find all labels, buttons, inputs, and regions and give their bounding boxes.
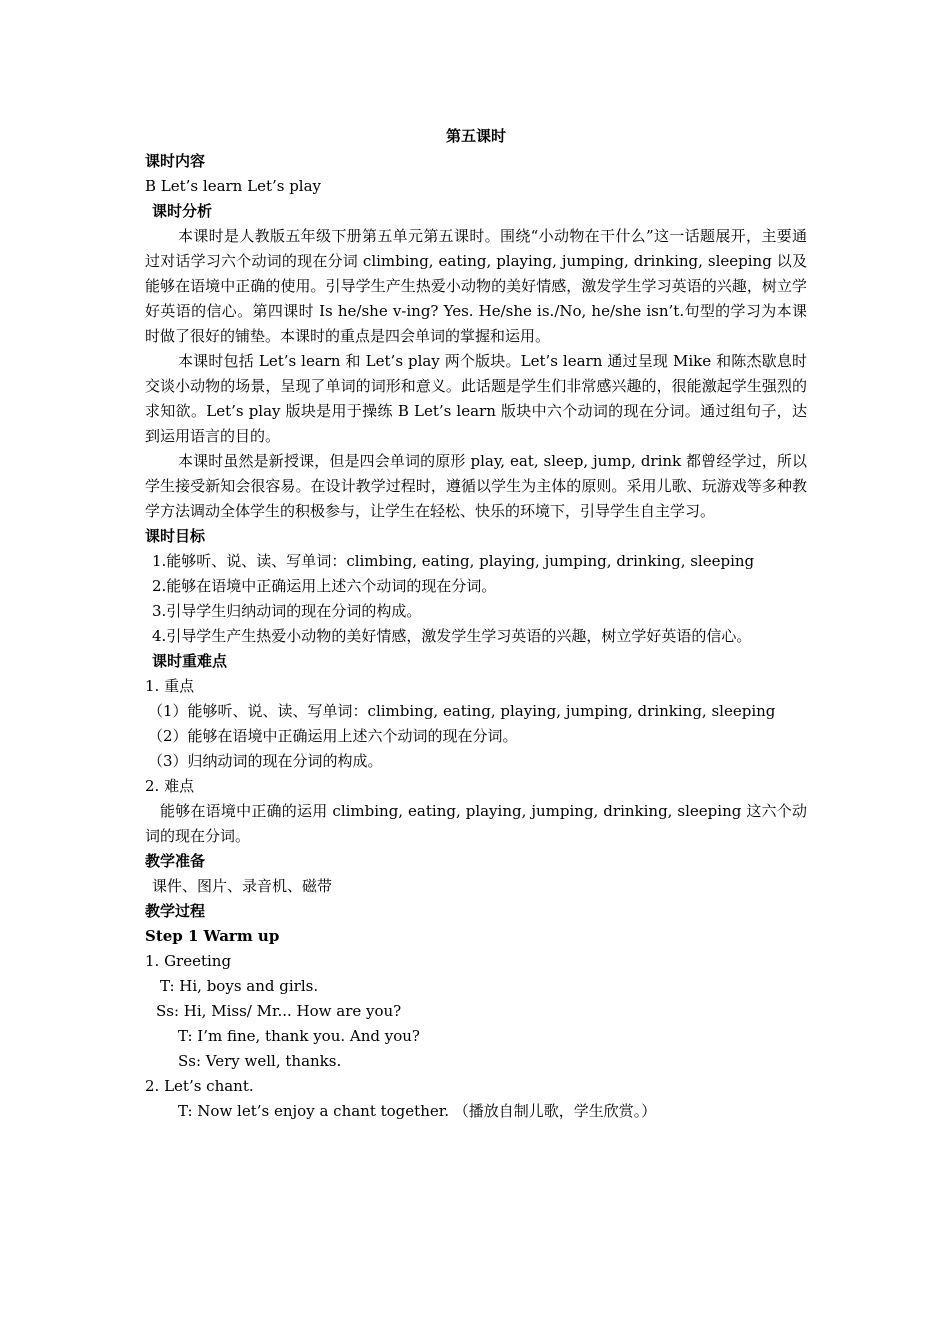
page-title: 第五课时	[445, 127, 506, 145]
difficulty-label: 2. 难点	[145, 777, 195, 795]
greeting-label: 1. Greeting	[145, 952, 232, 970]
section-heading-preparation: 教学准备	[145, 852, 206, 870]
key-item: （2）能够在语境中正确运用上述六个动词的现在分词。	[148, 727, 518, 745]
goal-item: 1.能够听、说、读、写单词：climbing, eating, playing, jumping, drinking, sleeping	[152, 552, 755, 570]
document-page	[145, 124, 807, 1124]
content-text: B Let’s learn Let’s play	[145, 177, 322, 195]
goal-item: 2.能够在语境中正确运用上述六个动词的现在分词。	[152, 577, 497, 595]
step1-heading: Step 1 Warm up	[145, 927, 280, 945]
section-heading-content: 课时内容	[145, 152, 206, 170]
preparation-text: 课件、图片、录音机、磁带	[152, 877, 333, 895]
key-item: （3）归纳动词的现在分词的构成。	[148, 752, 383, 770]
key-label: 1. 重点	[145, 677, 195, 695]
goal-item: 3.引导学生归纳动词的现在分词的构成。	[152, 602, 422, 620]
dialogue-line: T: Hi, boys and girls.	[160, 977, 319, 995]
dialogue-line: T: I’m fine, thank you. And you?	[178, 1027, 420, 1045]
chant-label: 2. Let’s chant.	[145, 1077, 254, 1095]
goal-item: 4.引导学生产生热爱小动物的美好情感，激发学生学习英语的兴趣，树立学好英语的信心。	[152, 627, 752, 645]
section-heading-analysis: 课时分析	[152, 202, 213, 220]
key-item: （1）能够听、说、读、写单词：climbing, eating, playing, jumping, drinking, sleeping	[148, 702, 776, 720]
section-heading-process: 教学过程	[145, 902, 206, 920]
analysis-paragraph-1: 本课时是人教版五年级下册第五单元第五课时。围绕“小动物在干什么”这一话题展开，主要通过对话学习六个动词的现在分词 climbing, eating, playing, jumping, drinking, sleeping 以及能够在语境中正确的使用。引导学生产生热爱小动物的美好情感，激发学生学习英语的兴趣，树立学好英语的信心。第四课时 Is he/she v-ing? Yes. He/she is./No, he/she isn’t.句型的学习为本课时做了很好的铺垫。本课时的重点是四会单词的掌握和运用。	[145, 227, 807, 345]
dialogue-line: Ss: Hi, Miss/ Mr... How are you?	[156, 1002, 402, 1020]
chant-line: T: Now let’s enjoy a chant together. （播放自制儿歌，学生欣赏。）	[178, 1102, 657, 1120]
dialogue-line: Ss: Very well, thanks.	[178, 1052, 342, 1070]
analysis-paragraph-3: 本课时虽然是新授课，但是四会单词的原形 play, eat, sleep, jump, drink 都曾经学过，所以学生接受新知会很容易。在设计教学过程时，遵循以学生为主体的原则。采用儿歌、玩游戏等多种教学方法调动全体学生的积极参与，让学生在轻松、快乐的环境下，引导学生自主学习。	[145, 452, 807, 520]
analysis-paragraph-2: 本课时包括 Let’s learn 和 Let’s play 两个版块。Let’s learn 通过呈现 Mike 和陈杰歇息时交谈小动物的场景，呈现了单词的词形和意义。此话题是学生们非常感兴趣的，很能激起学生强烈的求知欲。Let’s play 版块是用于操练 B Let’s learn 版块中六个动词的现在分词。通过组句子，达到运用语言的目的。	[145, 352, 807, 445]
section-heading-goals: 课时目标	[145, 527, 206, 545]
difficulty-text: 能够在语境中正确的运用 climbing, eating, playing, jumping, drinking, sleeping 这六个动词的现在分词。	[145, 802, 807, 845]
section-heading-keypoints: 课时重难点	[152, 652, 228, 670]
